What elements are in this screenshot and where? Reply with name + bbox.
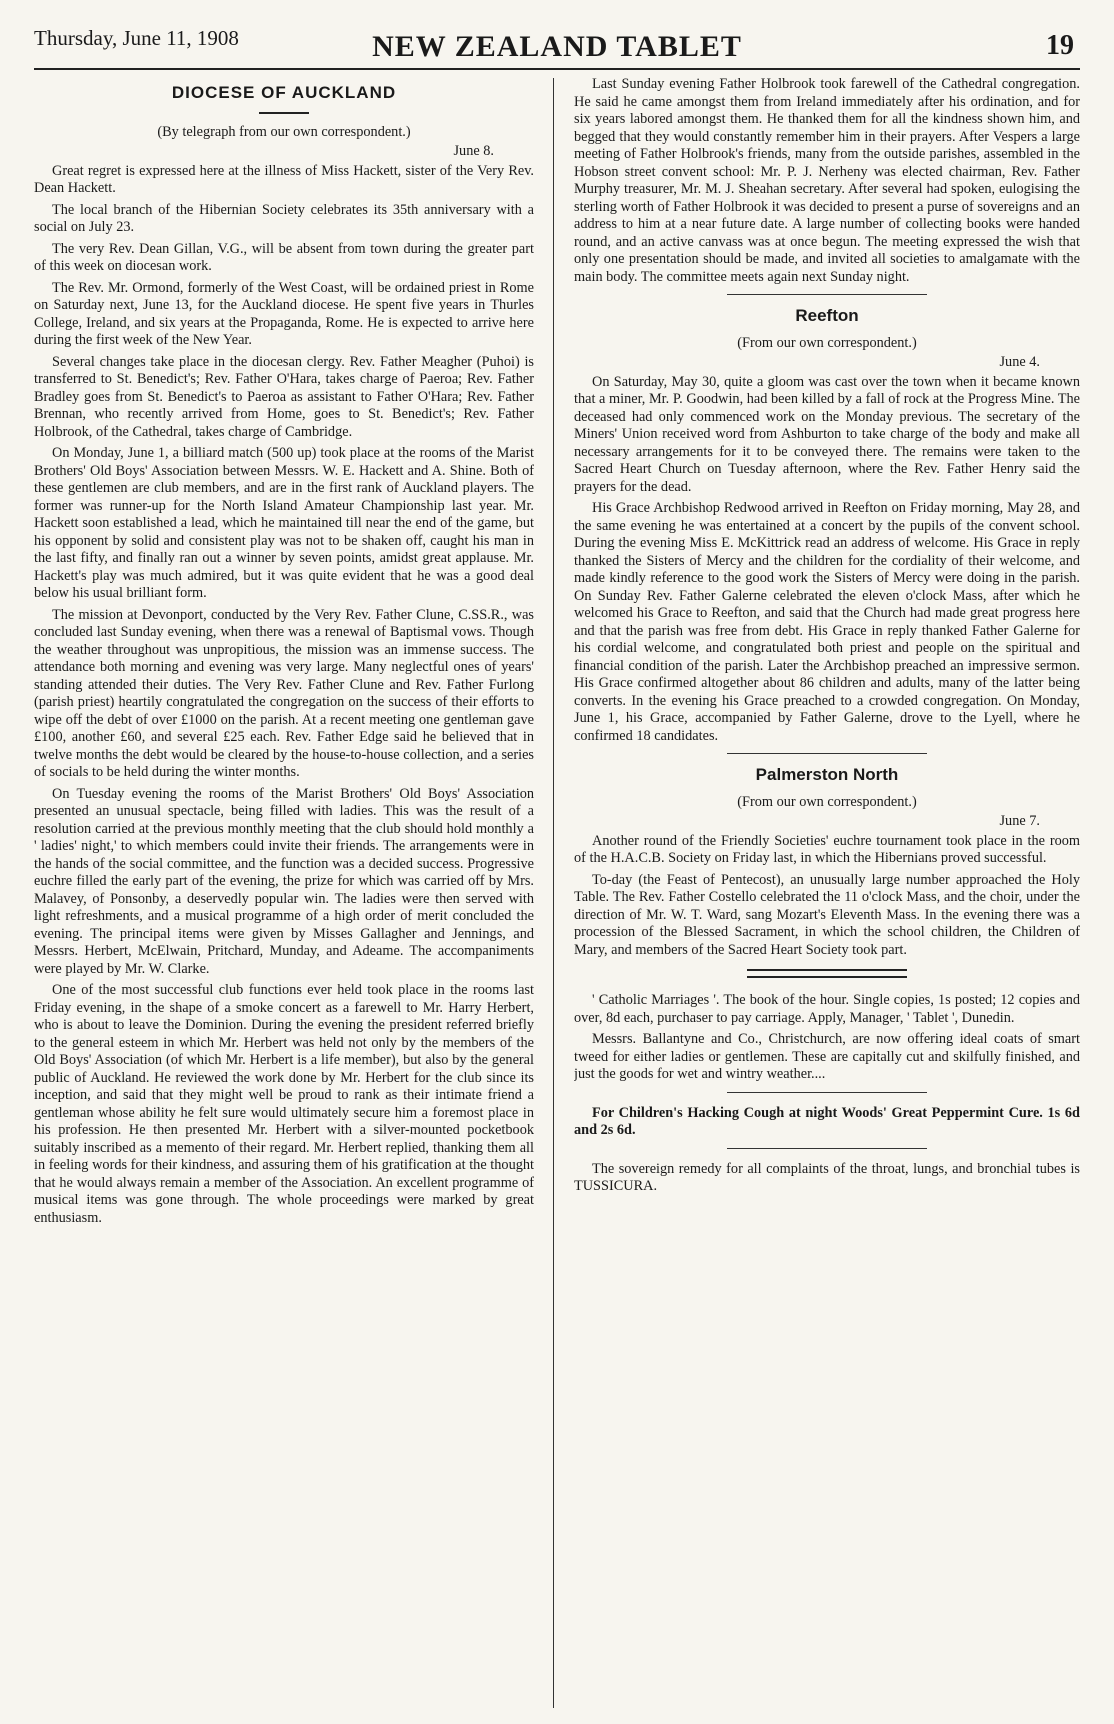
ad-woods-peppermint: For Children's Hacking Cough at night Woods' Great Peppermint Cure. 1s 6d and 2s 6d. bbox=[574, 1104, 1080, 1138]
reefton-heading: Reefton bbox=[795, 306, 859, 325]
right-column bbox=[574, 76, 1080, 1708]
article-paragraph: One of the most successful club functions ever held took place in the rooms last Friday evening, in the shape of a smoke concert as a farewell to Mr. Harry Herbert, who is about to leave the Dominion. During the evening the president referred briefly to the general esteem in which Mr. Herbert was held not only by the members of the Old Boys' Association (of which Mr. Herbert is a life member), but also by the general public of Auckland. He reviewed the work done by Mr. Herbert for the club since its inception, and said that they might well be proud to rank as their intimate friend a gentleman whose ability he felt sure would ultimately secure him a foremost place in his profession. He then presented Mr. Herbert with a silver-mounted pocketbook suitably inscribed as a memento of their regard. Mr. Herbert replied, thanking them all in feeling words for their kindness, and assuring them of his gratification at the thought that he would always remain a member of the Association. An excellent programme of musical items was gone through. The whole proceedings were marked by great enthusiasm. bbox=[34, 982, 534, 1226]
newspaper-title: NEW ZEALAND TABLET bbox=[372, 30, 742, 63]
reefton-byline: (From our own correspondent.) bbox=[737, 334, 917, 351]
auckland-dateline: June 8. bbox=[453, 143, 494, 159]
auckland-byline: (By telegraph from our own correspondent.) bbox=[157, 123, 411, 140]
auckland-heading: DIOCESE OF AUCKLAND bbox=[171, 83, 397, 102]
article-paragraph: To-day (the Feast of Pentecost), an unusually large number approached the Holy Table. The Rev. Father Costello celebrated the 11 o'clock Mass, and the choir, under the direction of Mr. W. T. Ward, sang Mozart's Eleventh Mass. In the evening there was a procession of the Blessed Sacrament, in which the school children, the Children of Mary, and members of the Sacred Heart Society took part. bbox=[574, 871, 1080, 958]
palmerston-byline: (From our own correspondent.) bbox=[737, 793, 917, 810]
left-column bbox=[34, 76, 534, 1708]
article-paragraph: Several changes take place in the diocesan clergy. Rev. Father Meagher (Puhoi) is transferred to St. Benedict's; Rev. Father O'Hara, takes charge of Paeroa; Rev. Father Bradley goes from St. Benedict's to Paeroa as assistant to Father O'Hara; Rev. Father Brennan, who recently arrived from Home, goes to St. Benedict's; Rev. Father Holbrook, of the Cathedral, takes charge of Cambridge. bbox=[34, 353, 534, 440]
divider bbox=[727, 294, 927, 295]
divider bbox=[727, 1092, 927, 1093]
article-paragraph: The Rev. Mr. Ormond, formerly of the West Coast, will be ordained priest in Rome on Saturday next, June 13, for the Auckland diocese. He spent five years in Thurles College, Ireland, and six years at the Propaganda, Rome. He is expected to arrive here during the first week of the New Year. bbox=[34, 279, 534, 348]
article-paragraph: The mission at Devonport, conducted by the Very Rev. Father Clune, C.SS.R., was concluded last Sunday evening, when there was a renewal of Baptismal vows. Though the weather throughout was unpropitious, the mission was an immense success. The attendance both morning and evening was very large. Many neglectful ones of years' standing attended their duties. The Very Rev. Father Clune and Rev. Father Furlong (parish priest) heartily congratulated the congregation on the success of their efforts to wipe off the debt of over £1000 on the parish. At a recent meeting one gentleman gave £100, another £60, and several £25 each. Rev. Father Edge said he believed that in twelve months the debt would be cleared by the house-to-house collection, and a series of socials to be held during the winter months. bbox=[34, 606, 534, 780]
masthead bbox=[34, 20, 1080, 70]
article-paragraph: Great regret is expressed here at the illness of Miss Hackett, sister of the Very Rev. Dean Hackett. bbox=[34, 162, 534, 196]
holbrook-paragraph: Last Sunday evening Father Holbrook took farewell of the Cathedral congregation. He said he came amongst them from Ireland immediately after his ordination, and for six years labored amongst them. He thanked them for all the kindness shown him, and begged that they would constantly remember him in their prayers. After Vespers a large meeting of Father Holbrook's friends, many from the outside parishes, assembled in the Hobson street convent school: Mr. P. J. Nerheny was elected chairman, Rev. Father Murphy treasurer, Mr. M. J. Sheahan secretary. After several had spoken, eulogising the sterling worth of Father Holbrook it was decided to present a purse of sovereigns and an address to him at a near future date. A large number of collecting books were handed round, and an active canvass was at once begun. The meeting expressed the wish that only one presentation should be made, and invited all societies to amalgamate with the main body. The committee meets again next Sunday night. bbox=[574, 76, 1080, 285]
article-paragraph: On Tuesday evening the rooms of the Marist Brothers' Old Boys' Association presented an unusual spectacle, being filled with ladies. This was the result of a resolution carried at the previous monthly meeting that the club should hold monthly a ' ladies' night,' to which members could invite their friends. The arrangements were in the hands of the social committee, and the function was a decided success. Progressive euchre filled the early part of the evening, the prize for which was carried off by Mrs. Malavey, of Ponsonby, a deservedly popular win. The ladies were then served with light refreshments, and a musical programme of a high order of merit concluded the evening. The principal items were given by Misses Gallagher and Jennings, and Messrs. Herbert, McElwain, Pritchard, Munday, and Adeame. The accompaniments were played by Mr. W. Clarke. bbox=[34, 785, 534, 977]
palmerston-heading: Palmerston North bbox=[755, 765, 899, 784]
article-paragraph: His Grace Archbishop Redwood arrived in Reefton on Friday morning, May 28, and the same evening he was entertained at a concert by the pupils of the convent school. During the evening Miss E. McKittrick read an address of welcome. His Grace in reply thanked the Sisters of Mercy and the children for the cordiality of their welcome, and made kindly reference to the good work the Sisters of Mercy were doing in the parish. On Sunday Rev. Father Galerne celebrated the eleven o'clock Mass, after which he welcomed his Grace to Reefton, and said that the Church had made great progress here and that the parish was free from debt. His Grace in reply thanked Father Galerne for his cordial welcome, and congratulated both priest and people on the spiritual and financial condition of the parish. Later the Archbishop preached an impressive sermon. His Grace confirmed altogether about 86 children and adults, many of the latter being converts. In the evening his Grace preached to a crowded congregation. On Monday, June 1, his Grace, accompanied by Father Galerne, drove to the Lyell, where he confirmed 18 candidates. bbox=[574, 500, 1080, 744]
palmerston-dateline: June 7. bbox=[999, 813, 1040, 829]
divider bbox=[259, 112, 309, 114]
reefton-dateline: June 4. bbox=[999, 354, 1040, 370]
divider bbox=[727, 1148, 927, 1149]
column-rule bbox=[553, 78, 554, 1708]
page-number: 19 bbox=[1046, 30, 1074, 61]
ad-catholic-marriages: ' Catholic Marriages '. The book of the hour. Single copies, 1s posted; 12 copies and over, 8d each, purchaser to pay carriage. Apply, Manager, ' Tablet ', Dunedin. bbox=[574, 992, 1080, 1026]
article-paragraph: The very Rev. Dean Gillan, V.G., will be absent from town during the greater part of this week on diocesan work. bbox=[34, 240, 534, 274]
article-paragraph: The local branch of the Hibernian Society celebrates its 35th anniversary with a social on July 23. bbox=[34, 201, 534, 235]
ad-ballantyne: Messrs. Ballantyne and Co., Christchurch, are now offering ideal coats of smart tweed for either ladies or gentlemen. These are capitally cut and skilfully finished, and just the goods for wet and wintry weather.... bbox=[574, 1031, 1080, 1082]
article-paragraph: On Monday, June 1, a billiard match (500 up) took place at the rooms of the Marist Brothers' Old Boys' Association between Messrs. W. E. Hackett and A. Shine. Both of these gentlemen are club members, and are in the first rank of Auckland players. The former was runner-up for the North Island Amateur Championship last year. Mr. Hackett soon established a lead, which he maintained till near the end of the game, but his opponent by solid and consistent play was not to be shaken off, caught his man in the last fifty, and finally ran out a winner by seven points, amidst great applause. Mr. Hackett's play was much admired, but it was quite evident that he was a good deal below his usual brilliant form. bbox=[34, 445, 534, 601]
divider bbox=[727, 753, 927, 754]
article-paragraph: On Saturday, May 30, quite a gloom was cast over the town when it became known that a miner, Mr. P. Goodwin, had been killed by a fall of rock at the Progress Mine. The deceased had only commenced work on the Monday previous. The secretary of the Miners' Union received word from Ashburton to take charge of the body and make all necessary arrangements for it to be conveyed there. The remains were taken to the Sacred Heart Church on Tuesday afternoon, where the Rev. Father Henry said the prayers for the dead. bbox=[574, 373, 1080, 495]
article-paragraph: Another round of the Friendly Societies' euchre tournament took place in the room of the H.A.C.B. Society on Friday last, in which the Hibernians proved successful. bbox=[574, 832, 1080, 866]
issue-date: Thursday, June 11, 1908 bbox=[34, 26, 239, 50]
ad-tussicura: The sovereign remedy for all complaints of the throat, lungs, and bronchial tubes is TUSSICURA. bbox=[574, 1160, 1080, 1194]
divider bbox=[747, 969, 907, 978]
